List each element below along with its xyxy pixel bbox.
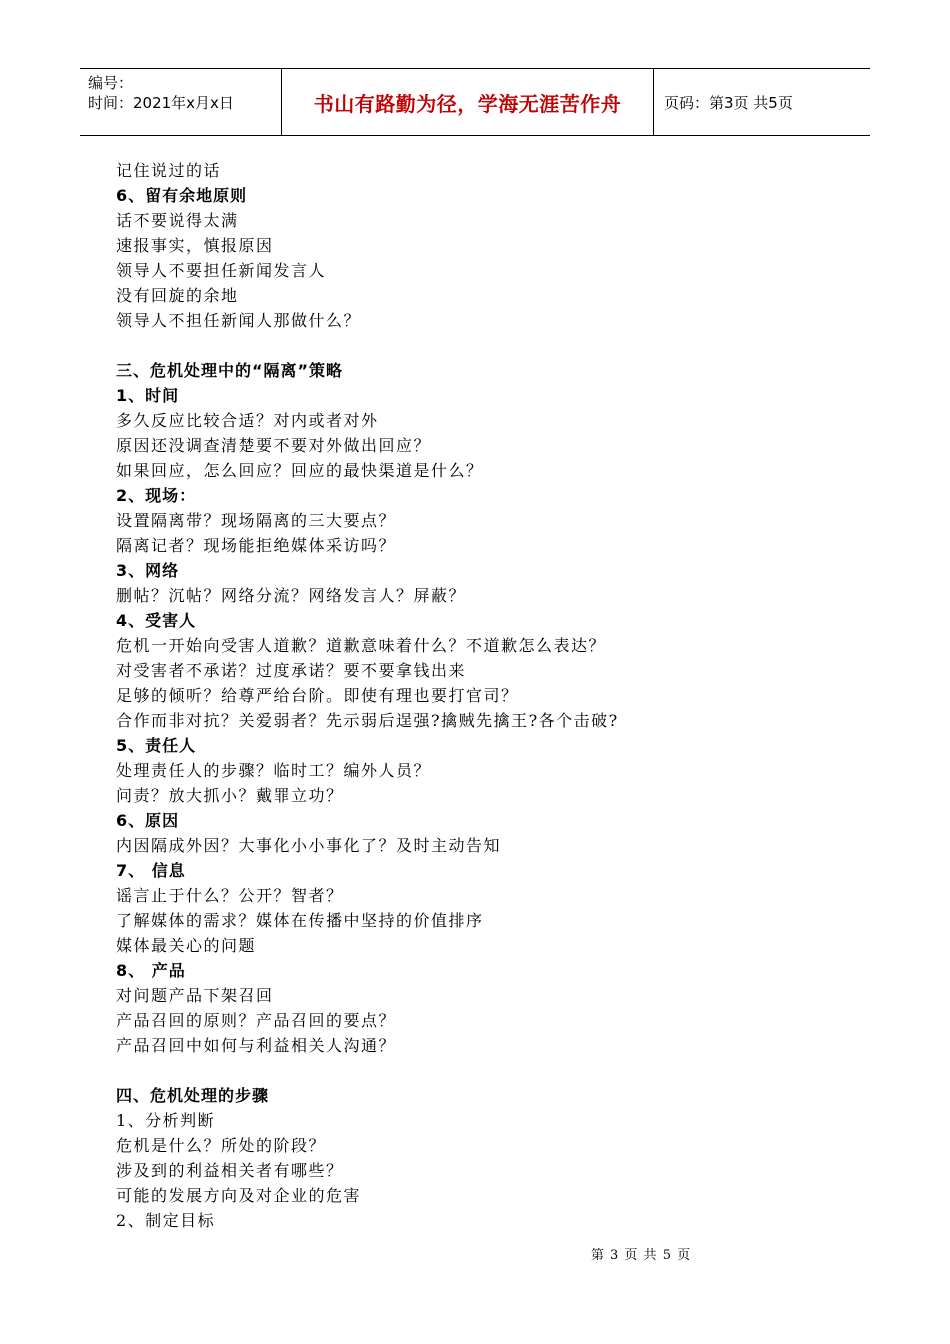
body-line: 多久反应比较合适？对内或者对外: [116, 411, 379, 430]
body-line: 如果回应，怎么回应？回应的最快渠道是什么？: [116, 461, 484, 480]
section-heading: 2、现场：: [116, 486, 197, 505]
section-heading: 三、危机处理中的“隔离”策略: [116, 361, 344, 380]
section-heading: 6、留有余地原则: [116, 186, 248, 205]
section-heading: 7、 信息: [116, 861, 186, 880]
body-line: 处理责任人的步骤？临时工？编外人员？: [116, 761, 432, 780]
section-heading: 4、受害人: [116, 611, 197, 630]
body-line: 速报事实，慎报原因: [116, 236, 274, 255]
document-body: [116, 158, 836, 1233]
body-line: 1、分析判断: [116, 1111, 216, 1130]
body-line: 内因隔成外因？大事化小小事化了？及时主动告知: [116, 836, 502, 855]
body-line: 谣言止于什么？公开？智者？: [116, 886, 344, 905]
body-line: 危机是什么？所处的阶段？: [116, 1136, 327, 1155]
section-heading: 8、 产品: [116, 961, 186, 980]
page-footer: 第 3 页 共 5 页: [590, 1248, 692, 1263]
blank-line: [116, 333, 836, 358]
body-line: 设置隔离带？现场隔离的三大要点？: [116, 511, 397, 530]
header-page-label: 页码：第3页 共5页: [664, 93, 793, 112]
body-line: 隔离记者？现场能拒绝媒体采访吗？: [116, 536, 397, 555]
body-line: 对问题产品下架召回: [116, 986, 274, 1005]
body-line: 产品召回中如何与利益相关人沟通？: [116, 1036, 397, 1055]
body-line: 领导人不担任新闻人那做什么？: [116, 311, 362, 330]
body-line: 涉及到的利益相关者有哪些？: [116, 1161, 344, 1180]
body-line: 记住说过的话: [116, 161, 222, 180]
body-line: 问责？放大抓小？戴罪立功？: [116, 786, 344, 805]
header-motto: 书山有路勤为径，学海无涯苦作舟: [282, 69, 654, 135]
blank-line: [116, 1058, 836, 1083]
header-number-label: 编号：: [88, 74, 134, 92]
section-heading: 3、网络: [116, 561, 180, 580]
body-line: 媒体最关心的问题: [116, 936, 257, 955]
section-heading: 6、原因: [116, 811, 180, 830]
page-header: [80, 68, 870, 136]
section-heading: 5、责任人: [116, 736, 197, 755]
header-date-label: 时间：2021年x月x日: [88, 94, 234, 112]
body-line: 足够的倾听？给尊严给台阶。即使有理也要打官司？: [116, 686, 519, 705]
body-line: 危机一开始向受害人道歉？道歉意味着什么？不道歉怎么表达？: [116, 636, 607, 655]
body-line: 删帖？沉帖？网络分流？网络发言人？屏蔽？: [116, 586, 467, 605]
section-heading: 1、时间: [116, 386, 180, 405]
body-line: 领导人不要担任新闻发言人: [116, 261, 327, 280]
body-line: 了解媒体的需求？媒体在传播中坚持的价值排序: [116, 911, 484, 930]
body-line: 合作而非对抗？关爱弱者？先示弱后逞强?擒贼先擒王?各个击破?: [116, 711, 619, 730]
body-line: 产品召回的原则？产品召回的要点？: [116, 1011, 397, 1030]
body-line: 没有回旋的余地: [116, 286, 239, 305]
body-line: 对受害者不承诺？过度承诺？要不要拿钱出来: [116, 661, 467, 680]
body-line: 原因还没调查清楚要不要对外做出回应？: [116, 436, 432, 455]
body-line: 话不要说得太满: [116, 211, 239, 230]
header-meta: [80, 69, 282, 135]
section-heading: 四、危机处理的步骤: [116, 1086, 270, 1105]
body-line: 可能的发展方向及对企业的危害: [116, 1186, 362, 1205]
body-line: 2、制定目标: [116, 1211, 216, 1230]
